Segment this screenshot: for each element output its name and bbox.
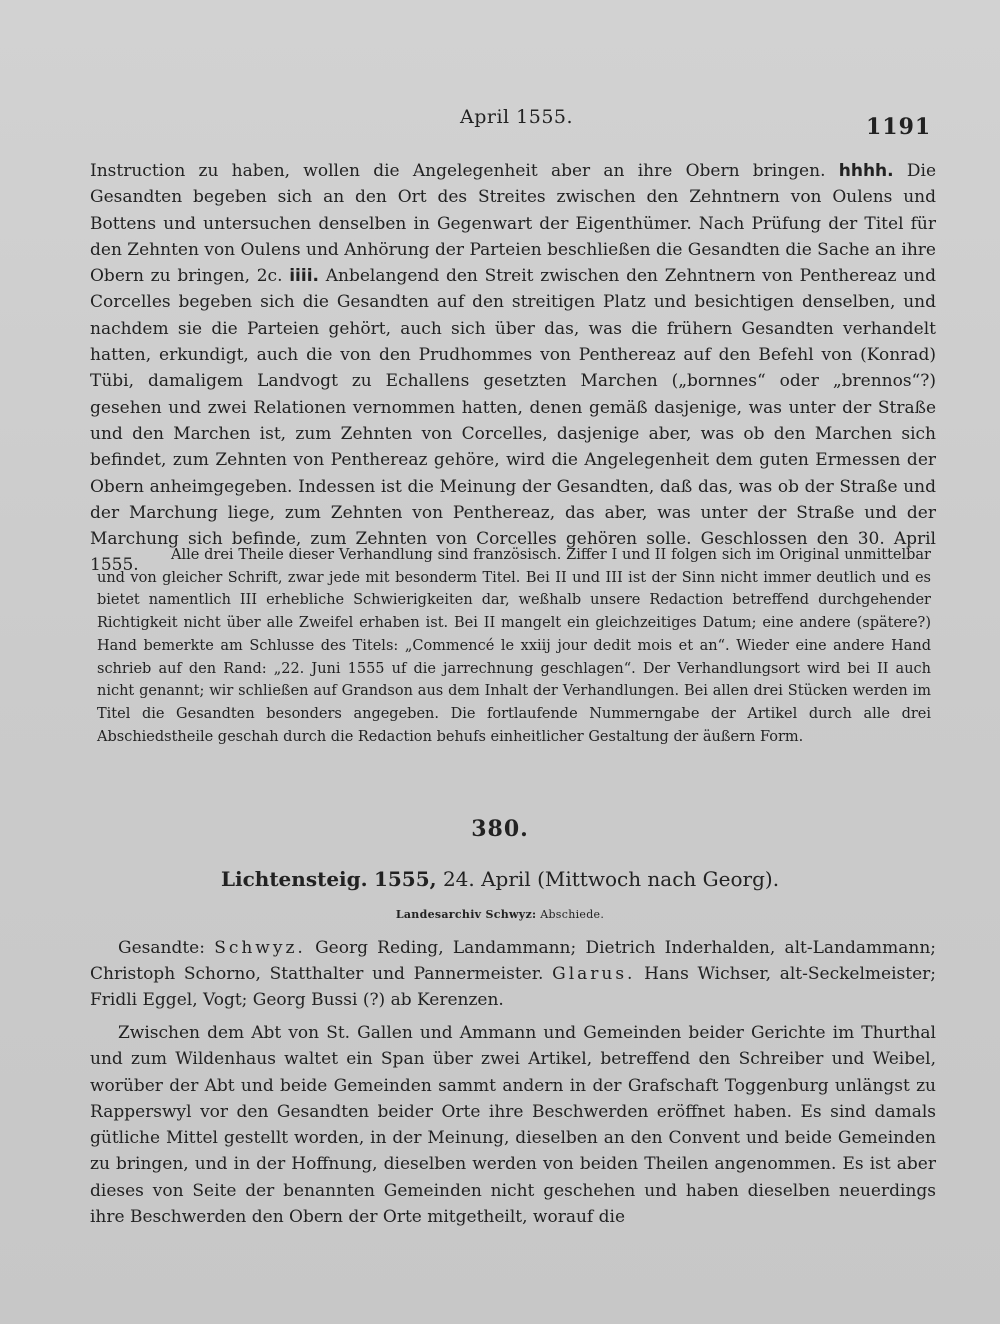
body-paragraph: Zwischen dem Abt von St. Gallen und Ammann und Gemeinden beider Gerichte im Thurthal und zum Wildenhaus waltet ein Span über zwei Artikel, betreffend den Schreiber und Weibel, worüber der Abt und beide Gemeinden sammt andern in der Grafschaft Toggenburg unlängst zu Rapperswyl vor den Gesandten beider Orte ihre Beschwerden eröffnet haben. Es sind damals gütliche Mittel gestellt worden, in der Meinung, dieselben an den Convent und beide Gemeinden zu bringen, und in der Hoffnung, dieselben werden von beiden Theilen angenommen. Es ist aber dieses von Seite der benannten Gemeinden nicht geschehen und haben dieselben neuerdings ihre Beschwerden den Obern der Orte mitgetheilt, worauf die (90, 1023, 936, 1228)
document-heading (0, 867, 1000, 891)
paragraph-text: Die Gesandten begeben sich an den Ort des Streites zwischen den Zehntnern von Oulens und Bottens und untersuchen denselben in Gegenwart der Eigenthümer. Nach Prüfung der Titel für den Zehnten von Oulens und Anhörung der Parteien beschließen die Gesandten die Sache an ihre Obern zu bringen, 2c. (90, 161, 937, 287)
envoys-list (90, 935, 936, 1013)
running-head: April 1555. (460, 106, 574, 128)
paragraph-text: Instruction zu haben, wollen die Angelegenheit aber an ihre Obern bringen. (90, 161, 826, 181)
archive-series: Abschiede. (540, 908, 605, 921)
paragraph-text: Anbelangend den Streit zwischen den Zehntnern von Penthereaz und Corcelles begeben sich die Gesandten auf den streitigen Platz und besichtigen denselben, und nachdem sie die Parteien gehört, auch sich über das, was die frühern Gesandten verhandelt hatten, erkundigt, auch die von den Prudhommes von Penthereaz auf den Befehl von (Konrad) Tübi, damaligem Landvogt zu Echallens gesetzten Marchen („bornnes“ oder „brennos“?) gesehen und zwei Relationen vernommen hatten, denen gemäß dasjenige, was unter der Straße und den Marchen ist, zum Zehnten von Corcelles, dasjenige aber, was ob den Marchen sich befindet, zum Zehnten von Penthereaz gehöre, wird die Angelegenheit dem guten Ermessen der Obern anheimgegeben. Indessen ist die Meinung der Gesandten, daß das, was ob der Straße und der Marchung liege, zum Zehnten von Penthereaz, das aber, was unter der Straße und der Marchung sich befinde, zum Zehnten von Corcelles gehören solle. Geschlossen den 30. April 1555. (90, 266, 936, 576)
paragraph-continuation (90, 158, 936, 579)
editorial-note: Alle drei Theile dieser Verhandlung sind französisch. Ziffer I und II folgen sich im Original unmittelbar und von gleicher Schrift, zwar jede mit besonderm Titel. Bei II und III ist der Sinn nicht immer deutlich und es bietet namentlich III erhebliche Schwierigkeiten dar, weßhalb unsere Redaction betreffend durchgehender Richtigkeit nicht über alle Zweifel erhaben ist. Bei II mangelt ein gleichzeitiges Datum; eine andere (spätere?) Hand bemerkte am Schlusse des Titels: „Commencé le xxiij jour dedit mois et an“. Wieder eine andere Hand schrieb auf den Rand: „22. Juni 1555 uf die jarrechnung geschlagen“. Der Verhandlungsort wird bei II auch nicht genannt; wir schließen auf Grandson aus dem Inhalt der Verhandlungen. Bei allen drei Stücken werden im Titel die Gesandten besonders angegeben. Die fortlaufende Nummerngabe der Artikel durch alle drei Abschiedstheile geschah durch die Redaction behufs einheitlicher Gestaltung der äußern Form. (97, 547, 931, 745)
canton-name: Glarus. (552, 964, 636, 984)
heading-place: Lichtensteig. (220, 867, 368, 891)
envoys-label: Gesandte: (118, 938, 205, 958)
envoys-names: Hans Wichser, alt-Seckelmeister; Fridli Eggel, Vogt; Georg Bussi (?) ab Kerenzen. (90, 964, 936, 1010)
archive-name: Landesarchiv Schwyz: (395, 908, 537, 921)
canton-name: Schwyz. (214, 938, 306, 958)
article-marker: iiii. (289, 266, 320, 287)
heading-year: 1555, (373, 867, 437, 891)
envoys-names: Georg Reding, Landammann; Dietrich Inderhalden, alt-Landammann; Christoph Schorno, Statthalter und Pannermeister. (90, 938, 936, 984)
heading-date: 24. April (Mittwoch nach Georg). (442, 867, 780, 891)
document-number: 380. (471, 816, 529, 842)
page-number: 1191 (866, 114, 932, 140)
archive-source (0, 908, 1000, 921)
article-marker: hhhh. (838, 161, 894, 181)
